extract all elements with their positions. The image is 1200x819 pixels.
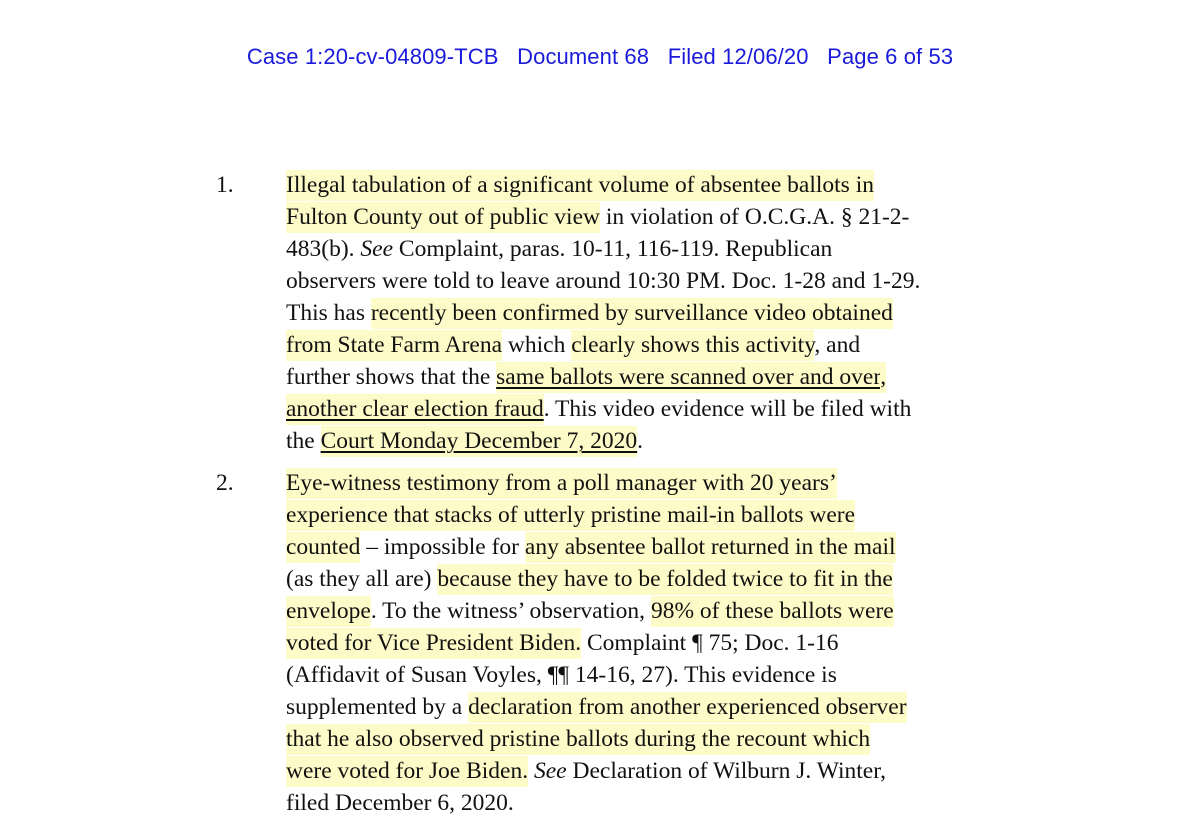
text-segment: . To the witness’ observation, [370,598,651,624]
text-segment: Declaration of Wilburn J. Winter, [566,758,886,784]
highlighted-text: counted [286,532,360,563]
highlighted-text: were voted for Joe Biden. [286,756,528,787]
text-line [286,499,907,531]
text-line [286,531,907,563]
highlighted-text: from State Farm Arena [286,330,502,361]
highlighted-text: because they have to be folded twice to fit in the [437,564,892,595]
text-segment: which [502,332,572,358]
highlighted-text: that he also observed pristine ballots during the recount which [286,724,870,755]
highlighted-text: experience that stacks of utterly pristine mail-in ballots were [286,500,855,531]
text-line [286,393,920,425]
highlighted-text: clearly shows this activity [571,330,814,361]
highlighted-text: any absentee ballot returned in the mail [525,532,896,563]
text-line [286,361,920,393]
text-segment: . This video evidence will be filed with [543,396,912,422]
text-segment: 483(b). [286,236,361,262]
highlighted-text: declaration from another experienced observer [468,692,906,723]
highlighted-underlined-text: same ballots were scanned over and over [496,362,880,393]
highlighted-text: Fulton County out of public view [286,202,600,233]
text-segment: – impossible for [360,534,525,560]
text-segment: . [637,428,643,454]
text-segment: observers were told to leave around 10:30 PM. Doc. 1-28 and 1-29. [286,268,921,294]
text-segment: filed December 6, 2020. [286,790,514,816]
text-line [286,233,920,265]
paragraph-number: 2. [216,470,234,496]
text-line [286,563,907,595]
italic-citation-signal: See [533,758,567,784]
highlighted-underlined-text: another clear election fraud [286,394,544,425]
paragraph-body [286,169,920,457]
case-header: Case 1:20-cv-04809-TCB Document 68 Filed 12/06/20 Page 6 of 53 [246,44,954,69]
highlighted-text: , [880,362,886,393]
text-segment: (Affidavit of Susan Voyles, ¶¶ 14-16, 27). This evidence is [286,662,837,688]
text-line [286,787,907,819]
highlighted-text: Eye-witness testimony from a poll manager with 20 years’ [286,468,837,499]
text-line [286,169,920,201]
text-line [286,723,907,755]
text-line [286,755,907,787]
text-line [286,691,907,723]
highlighted-text: envelope [286,596,371,627]
highlighted-text: recently been confirmed by surveillance video obtained [371,298,893,329]
text-segment: in violation of O.C.G.A. § 21-2- [599,204,910,230]
text-line [286,265,920,297]
text-segment: Complaint ¶ 75; Doc. 1-16 [581,630,839,656]
text-segment: Complaint, paras. 10-11, 116-119. Republican [393,236,833,262]
text-line [286,425,920,457]
highlighted-text: 98% of these ballots were [651,596,894,627]
text-segment: further shows that the [286,364,497,390]
text-segment: supplemented by a [286,694,469,720]
italic-citation-signal: See [360,236,394,262]
text-segment: This has [286,300,371,326]
text-line [286,201,920,233]
text-line [286,595,907,627]
text-line [286,297,920,329]
text-line [286,467,907,499]
text-segment: (as they all are) [286,566,438,592]
text-line [286,329,920,361]
highlighted-underlined-text: Court Monday December 7, 2020 [321,426,638,457]
text-line [286,627,907,659]
text-segment: the [286,428,321,454]
paragraph-body [286,467,907,819]
text-segment: , and [814,332,861,358]
highlighted-text: Illegal tabulation of a significant volume of absentee ballots in [286,170,874,201]
paragraph-number: 1. [216,172,234,198]
text-line [286,659,907,691]
highlighted-text: voted for Vice President Biden. [286,628,581,659]
